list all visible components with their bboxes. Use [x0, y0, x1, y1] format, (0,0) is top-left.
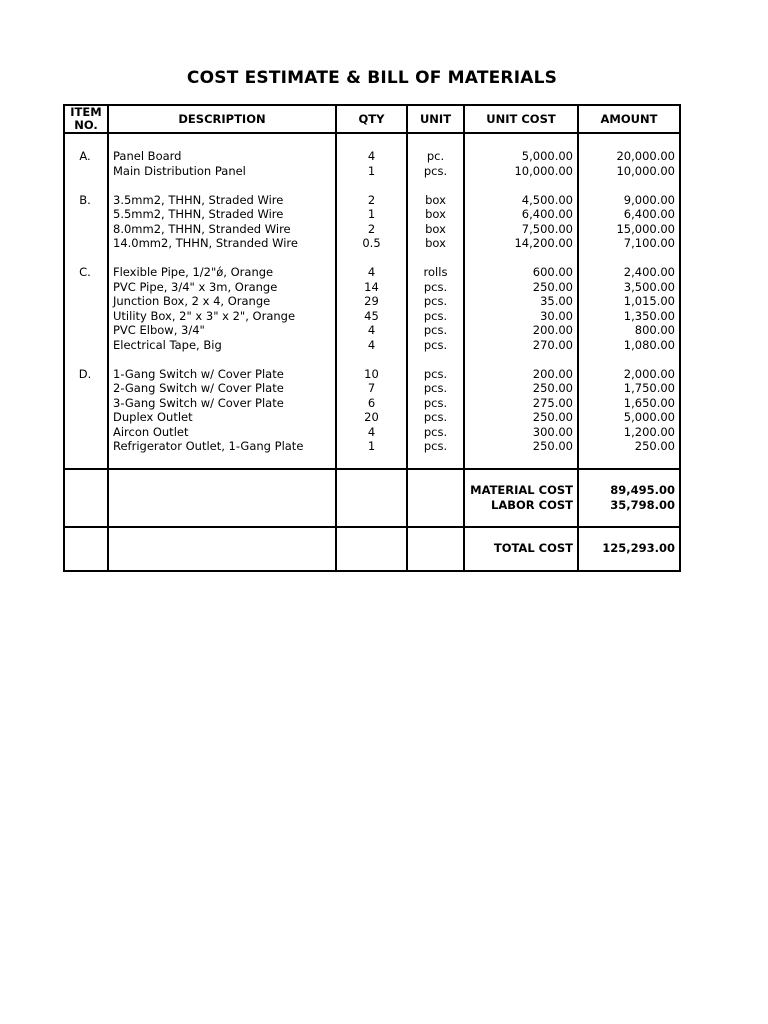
item-no-blank	[65, 323, 107, 338]
labor-cost-value: 35,798.00	[610, 497, 675, 512]
item-amount: 800.00	[634, 323, 675, 337]
item-unit: box	[425, 236, 446, 250]
item-unit: pcs.	[423, 294, 448, 308]
item-amount: 6,400.00	[623, 207, 675, 221]
item-amount: 3,500.00	[623, 279, 675, 294]
item-unit-cost: 200.00	[532, 366, 573, 381]
group-spacer	[109, 251, 335, 266]
item-description: PVC Elbow, 3/4"	[113, 323, 205, 337]
item-no: D.	[78, 366, 92, 381]
item-unit: pcs.	[423, 163, 448, 178]
item-qty: 20	[364, 410, 379, 424]
item-amount: 15,000.00	[616, 221, 675, 236]
item-unit: pcs.	[423, 337, 448, 352]
total-cost-value-cell	[578, 527, 680, 571]
item-amount: 1,015.00	[623, 294, 675, 308]
header-row	[64, 105, 680, 133]
total-cost-row	[64, 527, 680, 571]
item-description: Panel Board	[113, 149, 182, 163]
item-qty: 10	[364, 366, 379, 381]
item-description: 14.0mm2, THHN, Stranded Wire	[113, 236, 298, 250]
description-column	[108, 133, 336, 469]
empty-cell	[108, 469, 336, 527]
item-description: Aircon Outlet	[113, 424, 189, 439]
item-qty: 1	[367, 207, 376, 221]
unit-cost-column	[464, 133, 578, 469]
empty-cell	[64, 469, 108, 527]
group-spacer	[65, 352, 107, 367]
item-qty: 1	[367, 163, 376, 178]
item-description: Electrical Tape, Big	[113, 337, 222, 352]
item-description: Flexible Pipe, 1/2"ǿ, Orange	[113, 265, 274, 279]
item-no-blank	[65, 207, 107, 222]
item-unit: pcs.	[423, 439, 448, 453]
item-description: 3-Gang Switch w/ Cover Plate	[113, 395, 284, 410]
item-qty: 4	[367, 424, 376, 439]
item-unit: pcs.	[423, 381, 448, 395]
item-no-blank	[65, 396, 107, 411]
item-unit-cost: 200.00	[532, 323, 573, 337]
item-unit-cost: 275.00	[532, 395, 573, 410]
material-cost-value: 89,495.00	[610, 483, 675, 497]
item-no: A.	[79, 149, 91, 163]
item-no-blank	[65, 164, 107, 179]
item-amount: 2,000.00	[623, 366, 675, 381]
item-description: Refrigerator Outlet, 1-Gang Plate	[113, 439, 304, 453]
item-qty: 4	[367, 149, 376, 163]
item-no-blank	[65, 439, 107, 454]
header-item-line2: NO.	[74, 118, 98, 132]
group-spacer	[579, 251, 679, 266]
item-qty: 45	[364, 308, 379, 323]
item-unit-cost: 6,400.00	[521, 207, 573, 221]
item-qty: 1	[367, 439, 376, 453]
item-unit-cost: 30.00	[540, 308, 573, 323]
item-no-blank	[65, 236, 107, 251]
item-unit: rolls	[423, 265, 448, 279]
item-description: Main Distribution Panel	[113, 163, 246, 178]
item-description: 5.5mm2, THHN, Straded Wire	[113, 207, 284, 221]
qty-column	[336, 133, 407, 469]
item-amount: 5,000.00	[623, 410, 675, 424]
group-spacer	[408, 352, 463, 367]
item-description: PVC Pipe, 3/4" x 3m, Orange	[113, 279, 278, 294]
item-unit: pcs.	[423, 323, 448, 337]
group-spacer	[465, 352, 577, 367]
item-unit-cost: 250.00	[532, 439, 573, 453]
item-unit-cost: 250.00	[532, 410, 573, 424]
items-row	[64, 133, 680, 469]
item-amount: 1,200.00	[623, 424, 675, 439]
total-cost-label: TOTAL COST	[493, 541, 573, 556]
item-qty: 4	[367, 337, 376, 352]
item-no-blank	[65, 410, 107, 425]
item-no-blank	[65, 222, 107, 237]
total-cost-label-cell	[464, 527, 578, 571]
empty-cell	[336, 527, 407, 571]
item-no: C.	[79, 265, 91, 279]
group-spacer	[337, 178, 406, 193]
item-qty: 2	[367, 221, 376, 236]
item-no-blank	[65, 381, 107, 396]
item-unit-cost: 300.00	[532, 424, 573, 439]
item-amount: 1,080.00	[623, 337, 675, 352]
item-qty: 2	[367, 192, 376, 207]
material-cost-label: MATERIAL COST	[470, 483, 573, 497]
summary-values	[578, 469, 680, 527]
item-unit: box	[425, 192, 446, 207]
header-item-line1: ITEM	[70, 105, 102, 119]
group-spacer	[408, 251, 463, 266]
item-amount: 1,350.00	[623, 308, 675, 323]
item-unit-cost: 4,500.00	[521, 192, 573, 207]
empty-cell	[407, 469, 464, 527]
item-unit-cost: 35.00	[540, 294, 573, 308]
item-unit: pcs.	[423, 366, 448, 381]
summary-labels	[464, 469, 578, 527]
item-unit: pcs.	[423, 410, 448, 424]
header-amount: AMOUNT	[578, 105, 680, 133]
header-qty: QTY	[336, 105, 407, 133]
item-qty: 7	[367, 381, 376, 395]
header-item-no	[64, 105, 108, 133]
item-description: Duplex Outlet	[113, 410, 193, 424]
item-unit: pcs.	[423, 279, 448, 294]
group-spacer	[65, 251, 107, 266]
group-spacer	[109, 178, 335, 193]
cost-summary-row	[64, 469, 680, 527]
item-unit-cost: 5,000.00	[521, 149, 573, 163]
item-no: B.	[79, 192, 91, 207]
item-no-column	[64, 133, 108, 469]
item-amount: 10,000.00	[616, 163, 675, 178]
item-amount: 1,650.00	[623, 395, 675, 410]
group-spacer	[465, 178, 577, 193]
total-cost-value: 125,293.00	[602, 541, 675, 556]
item-description: Junction Box, 2 x 4, Orange	[113, 294, 271, 308]
item-unit-cost: 250.00	[532, 279, 573, 294]
group-spacer	[465, 251, 577, 266]
header-description: DESCRIPTION	[108, 105, 336, 133]
item-unit-cost: 250.00	[532, 381, 573, 395]
bill-of-materials-table	[63, 104, 681, 572]
item-qty: 29	[364, 294, 379, 308]
item-description: 1-Gang Switch w/ Cover Plate	[113, 366, 284, 381]
item-description: 2-Gang Switch w/ Cover Plate	[113, 381, 284, 395]
item-description: Utility Box, 2" x 3" x 2", Orange	[113, 308, 296, 323]
header-unit: UNIT	[407, 105, 464, 133]
group-spacer	[109, 352, 335, 367]
group-spacer	[579, 352, 679, 367]
item-description: 8.0mm2, THHN, Stranded Wire	[113, 221, 291, 236]
group-spacer	[408, 178, 463, 193]
item-no-blank	[65, 309, 107, 324]
group-spacer	[337, 251, 406, 266]
item-unit: pcs.	[423, 424, 448, 439]
empty-cell	[407, 527, 464, 571]
header-unit-cost: UNIT COST	[464, 105, 578, 133]
item-unit-cost: 10,000.00	[514, 163, 573, 178]
group-spacer	[337, 352, 406, 367]
item-no-blank	[65, 338, 107, 353]
item-no-blank	[65, 425, 107, 440]
item-amount: 9,000.00	[623, 192, 675, 207]
amount-column	[578, 133, 680, 469]
item-unit: pcs.	[423, 308, 448, 323]
item-unit-cost: 600.00	[532, 265, 573, 279]
item-unit-cost: 7,500.00	[521, 221, 573, 236]
item-qty: 6	[367, 395, 376, 410]
item-amount: 250.00	[634, 439, 675, 453]
item-unit: pcs.	[423, 395, 448, 410]
item-description: 3.5mm2, THHN, Straded Wire	[113, 192, 284, 207]
empty-cell	[336, 469, 407, 527]
page-title: COST ESTIMATE & BILL OF MATERIALS	[186, 68, 558, 88]
group-spacer	[65, 178, 107, 193]
item-qty: 4	[367, 265, 376, 279]
item-amount: 2,400.00	[623, 265, 675, 279]
item-no-blank	[65, 280, 107, 295]
item-unit-cost: 14,200.00	[514, 236, 573, 250]
item-qty: 4	[367, 323, 376, 337]
item-amount: 1,750.00	[623, 381, 675, 395]
item-qty: 14	[364, 279, 379, 294]
item-amount: 20,000.00	[616, 149, 675, 163]
item-unit: box	[425, 207, 446, 221]
labor-cost-label: LABOR COST	[491, 497, 573, 512]
item-qty: 0.5	[362, 236, 381, 250]
item-unit-cost: 270.00	[532, 337, 573, 352]
empty-cell	[108, 527, 336, 571]
item-no-blank	[65, 294, 107, 309]
item-unit: pc.	[426, 149, 445, 163]
item-amount: 7,100.00	[623, 236, 675, 250]
empty-cell	[64, 527, 108, 571]
group-spacer	[579, 178, 679, 193]
item-unit: box	[425, 221, 446, 236]
unit-column	[407, 133, 464, 469]
